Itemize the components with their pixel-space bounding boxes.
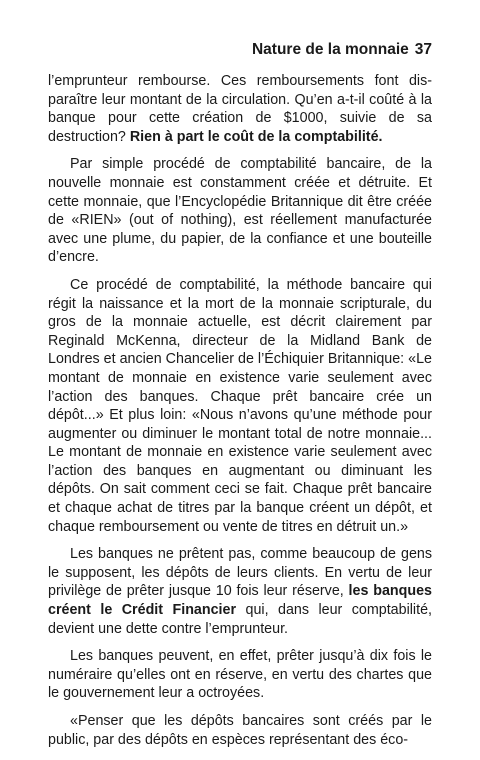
running-header bbox=[48, 40, 432, 60]
book-page bbox=[48, 40, 432, 758]
bold-text-run: les banques créent le Crédit Financier bbox=[48, 583, 432, 619]
text-run: Les banques peuvent, en effet, prêter jusqu’à dix fois le numéraire qu’elles ont en réserve, en vertu des chartes que le gouvernement leur a octroyées. bbox=[48, 648, 432, 702]
text-run: «Penser que les dépôts bancaires sont créés par le public, par des dépôts en espèces représentant des éco- bbox=[48, 713, 432, 748]
paragraph bbox=[48, 72, 432, 146]
bold-text-run: Rien à part le coût de la comptabilité. bbox=[129, 128, 383, 145]
chapter-title: Nature de la monnaie bbox=[251, 41, 409, 58]
paragraph bbox=[48, 712, 432, 749]
text-run: qui, dans leur comptabilité, devient une dette contre l’emprunteur. bbox=[48, 602, 432, 637]
paragraph bbox=[48, 155, 432, 267]
paragraph bbox=[48, 276, 432, 536]
text-run: Par simple procédé de comptabilité bancaire, de la nouvelle monnaie est constamment créée et détruite. Et cette monnaie, que l’Encyclopédie Britannique dit être créée de «RIEN» (out of nothing), est réellement manufacturée avec une plume, du papier, de la confiance et une bouteille d’encre. bbox=[48, 156, 432, 266]
body-text bbox=[48, 72, 432, 749]
text-run: Les banques ne prêtent pas, comme beaucoup de gens le supposent, les dépôts de leurs clients. En vertu de leur privilège de prêter jusque 10 fois leur réserve, bbox=[48, 546, 432, 600]
text-run: Ce procédé de comptabilité, la méthode bancaire qui régit la naissance et la mort de la monnaie scripturale, du gros de la monnaie actuelle, est décrit clairement par Reginald McKenna, directeur de la Midland Bank de Londres et ancien Chancelier de l’Échiquier Britannique: «Le montant de monnaie en existence varie seulement avec l’action des banques. Chaque prêt bancaire crée un dépôt...» Et plus loin: «Nous n’avons qu’une méthode pour augmenter ou diminuer le montant total de notre monnaie... Le montant de monnaie en existence varie seulement avec l’action des banques en augmentant ou diminuant les dépôts. On sait comment ceci se fait. Chaque prêt bancaire et chaque achat de titres par la banque créent un dépôt, et chaque remboursement ou vente de titres en détruit un.» bbox=[48, 276, 432, 535]
page-number: 37 bbox=[414, 41, 432, 58]
paragraph bbox=[48, 647, 432, 703]
paragraph bbox=[48, 545, 432, 638]
text-run: l’emprunteur rembourse. Ces remboursements font disparaître leur montant de la circulation. Qu’en a-t-il coûté à la banque pour cette création de $1000, suivie de sa destruction? bbox=[48, 73, 432, 145]
